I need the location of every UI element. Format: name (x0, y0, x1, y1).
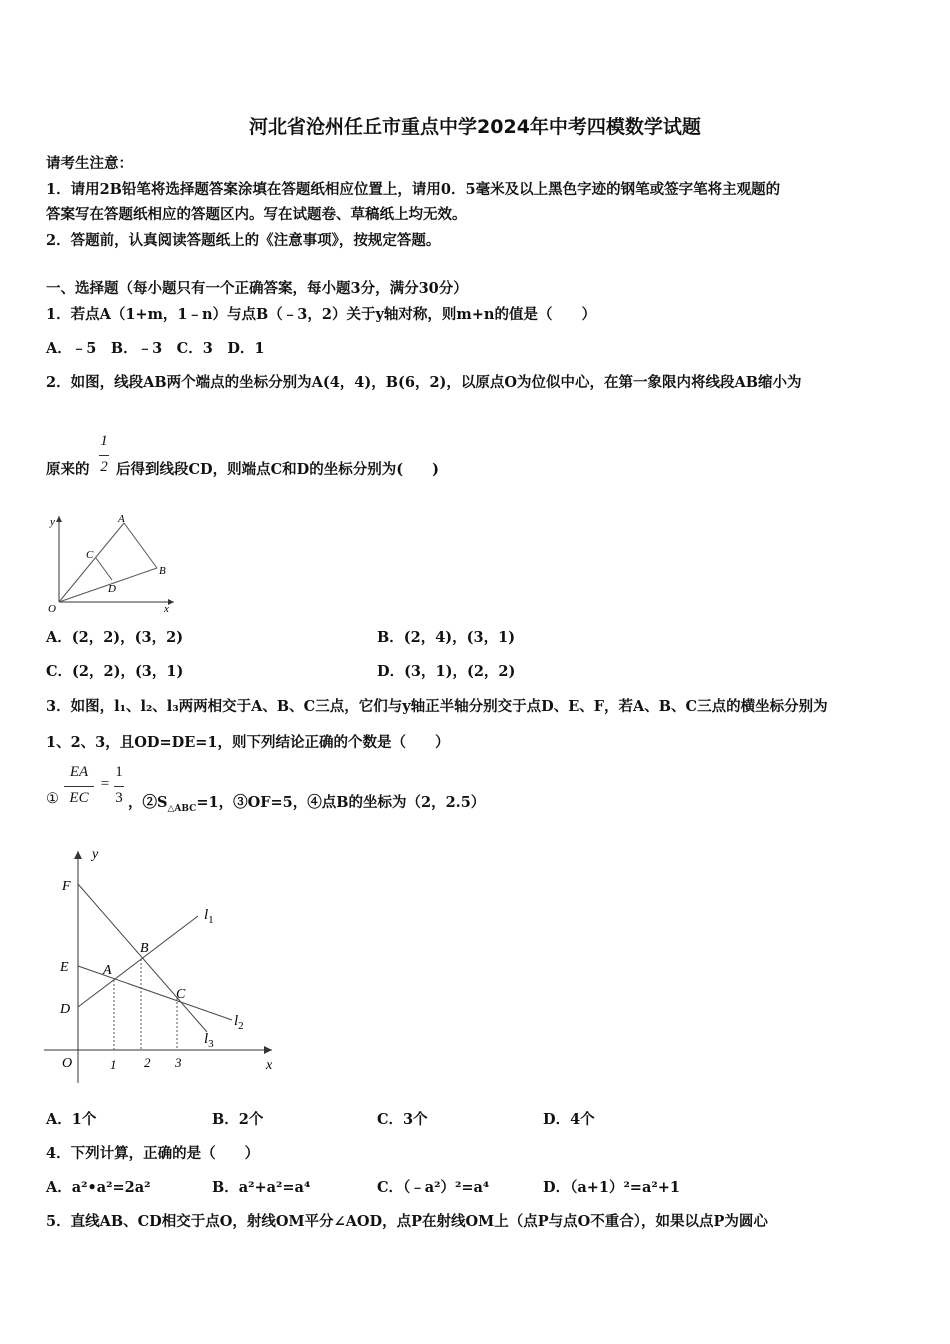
q3-figure (44, 845, 284, 1090)
q3-conclusions: ，$②S_{\triangle ABC}=1$，③OF=5，④点B的坐标为（2，2.5） (128, 794, 486, 814)
q3-fraction1-numerator: EA (69, 764, 89, 780)
q3-fraction2-denominator: 3 (115, 790, 123, 806)
q3-tick-2: 2 (144, 1055, 151, 1070)
q4-option-d: D．（a+1）²=a²+1 (543, 1179, 680, 1196)
q3-label-C: C (176, 987, 186, 1002)
q2-segment-CD (96, 558, 112, 580)
q2-option-c: C．(2，2)，(3，1) (46, 663, 184, 680)
q2-y-arrow (56, 516, 62, 522)
q2-stem-suffix: 后得到线段CD，则端点C和D的坐标分别为( ) (116, 461, 439, 478)
notice-line-2: 答案写在答题纸相应的答题区内。写在试题卷、草稿纸上均无效。 (46, 206, 467, 223)
q4-option-a: A．a²•a²=2a² (46, 1179, 151, 1196)
q3-tick-1: 1 (110, 1057, 117, 1072)
q2-label-y: y (50, 516, 55, 528)
q2-label-D: D (108, 583, 116, 595)
q3-line-l3 (78, 884, 207, 1032)
q2-stem-prefix: 原来的 (46, 461, 90, 478)
q5-stem: 5．直线AB、CD相交于点O，射线OM平分∠AOD，点P在射线OM上（点P与点O不重合），如果以点P为圆心 (46, 1213, 768, 1230)
q3-label-F: F (62, 879, 71, 894)
q3-option-c: C．3个 (377, 1111, 428, 1128)
q3-label-D: D (60, 1002, 71, 1017)
q3-stem-line2: 1、2、3，且OD=DE=1，则下列结论正确的个数是（ ） (46, 734, 450, 751)
q2-x-arrow (168, 599, 174, 605)
q3-option-d: D．4个 (543, 1111, 595, 1128)
q2-option-a: A．(2，2)，(3，2) (46, 629, 184, 646)
q3-label-l1: $l_1$ (204, 907, 214, 926)
q3-x-arrow (264, 1046, 272, 1054)
q3-label-y: y (92, 847, 99, 862)
q2-fraction-numerator: 1 (100, 433, 108, 449)
q3-label-E: E (60, 960, 69, 975)
q3-fraction1-bar (64, 786, 94, 787)
q3-y-arrow (74, 851, 82, 859)
q3-equals: = (100, 776, 110, 792)
q2-figure (44, 508, 184, 614)
q3-fraction2-numerator: 1 (115, 764, 123, 780)
q1-stem: 1．若点A（1+m，1﹣n）与点B（﹣3，2）关于y轴对称，则m+n的值是（ ） (46, 306, 596, 323)
q3-fraction2-bar (114, 786, 124, 787)
q2-label-B: B (159, 565, 166, 577)
q2-fraction-bar (99, 455, 109, 456)
q2-option-d: D．(3，1)，(2，2) (377, 663, 516, 680)
q3-label-A: A (103, 963, 112, 978)
q3-option-a: A．1个 (46, 1111, 97, 1128)
q3-option-b: B．2个 (212, 1111, 264, 1128)
q2-label-x: x (164, 603, 169, 614)
q3-label-B: B (140, 941, 149, 956)
notice-line-1: 1．请用2B铅笔将选择题答案涂填在答题纸相应位置上，请用0．5毫米及以上黑色字迹的钢笔或签字笔将主观题的 (46, 181, 781, 198)
q3-stem-line1: 3．如图，l₁、l₂、l₃两两相交于A、B、C三点，它们与y轴正半轴分别交于点D、E、F，若A、B、C三点的横坐标分别为 (46, 698, 828, 715)
q1-options: A．﹣5 B．﹣3 C．3 D．1 (46, 340, 265, 357)
q3-label-x: x (266, 1058, 273, 1073)
q3-label-l2: $l_2$ (234, 1013, 244, 1032)
q2-label-O: O (48, 603, 56, 614)
q2-stem-line1: 2．如图，线段AB两个端点的坐标分别为A(4，4)，B(6，2)，以原点O为位似中心，在第一象限内将线段AB缩小为 (46, 374, 802, 391)
q4-stem: 4．下列计算，正确的是（ ） (46, 1145, 260, 1162)
section-heading: 一、选择题（每小题只有一个正确答案，每小题3分，满分30分） (46, 280, 468, 297)
q2-label-C: C (86, 549, 94, 561)
q2-option-b: B．(2，4)，(3，1) (377, 629, 516, 646)
q3-circle-1: ① (46, 791, 59, 807)
q4-option-c: C．（﹣a²）²=a⁴ (377, 1179, 490, 1196)
q3-label-O: O (62, 1056, 73, 1071)
notice-heading: 请考生注意： (46, 155, 133, 172)
q2-label-A: A (118, 513, 125, 525)
q4-option-b: B．a²+a²=a⁴ (212, 1179, 311, 1196)
q3-fraction1-denominator: EC (69, 790, 89, 806)
q3-tick-3: 3 (175, 1055, 182, 1070)
q2-fraction-denominator: 2 (100, 459, 108, 475)
notice-line-3: 2．答题前，认真阅读答题纸上的《注意事项》，按规定答题。 (46, 232, 441, 249)
page-title: 河北省沧州任丘市重点中学2024年中考四模数学试题 (249, 116, 701, 138)
q2-segment-AB (124, 523, 157, 568)
q3-label-l3: $l_3$ (204, 1031, 214, 1050)
q3-line-l2 (78, 966, 232, 1020)
